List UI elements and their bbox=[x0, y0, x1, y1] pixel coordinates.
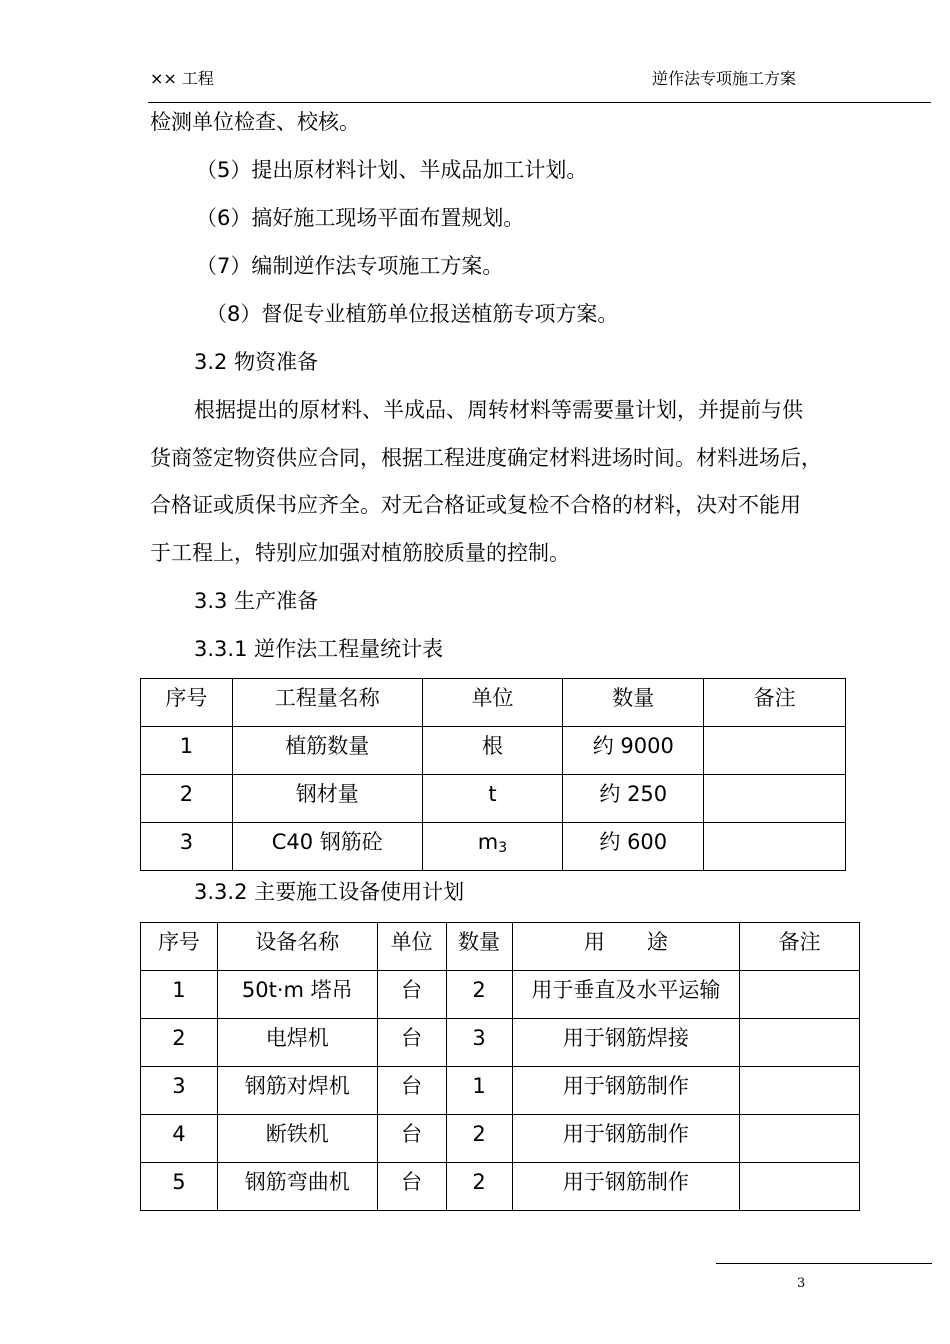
table-header-cell: 序号 bbox=[141, 923, 218, 971]
body-line: 检测单位检查、校核。 bbox=[150, 110, 360, 134]
table-header-cell: 序号 bbox=[141, 679, 233, 727]
table-cell: 电焊机 bbox=[217, 1019, 377, 1067]
section-heading-3-2: 3.2 物资准备 bbox=[194, 350, 319, 374]
table-cell: 50t·m 塔吊 bbox=[217, 971, 377, 1019]
table-cell bbox=[740, 1163, 860, 1211]
table-cell bbox=[740, 1067, 860, 1115]
table-cell: 用于钢筋制作 bbox=[512, 1067, 740, 1115]
paragraph-line: 合格证或质保书应齐全。对无合格证或复检不合格的材料，决对不能用 bbox=[150, 493, 801, 517]
table-cell: 植筋数量 bbox=[232, 727, 422, 775]
table-header-cell: 单位 bbox=[377, 923, 446, 971]
table-cell: 台 bbox=[377, 1019, 446, 1067]
table-cell: 1 bbox=[446, 1067, 512, 1115]
unit-text: $m_3$ bbox=[477, 830, 508, 856]
table-cell: t bbox=[422, 775, 563, 823]
table-header-cell: 备注 bbox=[704, 679, 846, 727]
table-cell bbox=[704, 775, 846, 823]
table-cell: 3 bbox=[141, 823, 233, 871]
table-cell unit-cubic-meter bbox=[422, 823, 563, 871]
table-header-cell: 数量 bbox=[563, 679, 704, 727]
table-cell: 约 9000 bbox=[563, 727, 704, 775]
table-cell: 5 bbox=[141, 1163, 218, 1211]
table-row bbox=[141, 727, 846, 775]
paragraph-line: 根据提出的原材料、半成品、周转材料等需要量计划，并提前与供 bbox=[194, 398, 803, 422]
table-cell: 用于钢筋制作 bbox=[512, 1115, 740, 1163]
table-cell: 1 bbox=[141, 971, 218, 1019]
list-item-7: （7）编制逆作法专项施工方案。 bbox=[196, 254, 504, 278]
table-cell: 钢筋弯曲机 bbox=[217, 1163, 377, 1211]
equipment-table bbox=[140, 922, 860, 1211]
table-cell: 台 bbox=[377, 1067, 446, 1115]
paragraph-line: 于工程上，特别应加强对植筋胶质量的控制。 bbox=[150, 541, 570, 565]
table-header-row bbox=[141, 923, 860, 971]
table-cell: 钢筋对焊机 bbox=[217, 1067, 377, 1115]
table-cell: C40 钢筋砼 bbox=[232, 823, 422, 871]
table-cell: 用于垂直及水平运输 bbox=[512, 971, 740, 1019]
unit-exponent: 3 bbox=[498, 840, 508, 856]
table-header-cell: 数量 bbox=[446, 923, 512, 971]
table-header-cell: 工程量名称 bbox=[232, 679, 422, 727]
header-project-name: ×× 工程 bbox=[150, 69, 214, 88]
quantity-table bbox=[140, 678, 846, 871]
table-cell: 2 bbox=[141, 775, 233, 823]
table-header-cell: 单位 bbox=[422, 679, 563, 727]
table-cell: 约 600 bbox=[563, 823, 704, 871]
table-cell: 台 bbox=[377, 1115, 446, 1163]
table-row bbox=[141, 823, 846, 871]
list-item-8: （8）督促专业植筋单位报送植筋专项方案。 bbox=[206, 302, 619, 326]
table-cell: 断铁机 bbox=[217, 1115, 377, 1163]
table-cell: 3 bbox=[446, 1019, 512, 1067]
header-document-title: 逆作法专项施工方案 bbox=[652, 69, 797, 88]
table-header-cell: 用 途 bbox=[512, 923, 740, 971]
table-row bbox=[141, 1019, 860, 1067]
table-cell: 2 bbox=[446, 1163, 512, 1211]
table-row bbox=[141, 1115, 860, 1163]
table-header-cell: 设备名称 bbox=[217, 923, 377, 971]
table1-title: 3.3.1 逆作法工程量统计表 bbox=[194, 637, 444, 661]
table-cell: 台 bbox=[377, 1163, 446, 1211]
table-cell bbox=[740, 971, 860, 1019]
table-cell bbox=[704, 727, 846, 775]
table-row bbox=[141, 971, 860, 1019]
table-cell: 2 bbox=[446, 1115, 512, 1163]
table-cell: 1 bbox=[141, 727, 233, 775]
table-row bbox=[141, 775, 846, 823]
page-number: 3 bbox=[797, 1276, 806, 1291]
section-heading-3-3: 3.3 生产准备 bbox=[194, 589, 319, 613]
table-cell bbox=[704, 823, 846, 871]
table-cell: 用于钢筋制作 bbox=[512, 1163, 740, 1211]
table-header-cell: 备注 bbox=[740, 923, 860, 971]
table-cell bbox=[740, 1019, 860, 1067]
header-rule bbox=[148, 102, 931, 103]
table-cell: 根 bbox=[422, 727, 563, 775]
footer-rule bbox=[716, 1263, 932, 1264]
table-cell: 用于钢筋焊接 bbox=[512, 1019, 740, 1067]
table-cell: 约 250 bbox=[563, 775, 704, 823]
table-cell: 台 bbox=[377, 971, 446, 1019]
table-cell: 钢材量 bbox=[232, 775, 422, 823]
paragraph-line: 货商签定物资供应合同，根据工程进度确定材料进场时间。材料进场后， bbox=[150, 446, 822, 470]
table-cell: 2 bbox=[141, 1019, 218, 1067]
table-header-row bbox=[141, 679, 846, 727]
table-cell: 3 bbox=[141, 1067, 218, 1115]
list-item-6: （6）搞好施工现场平面布置规划。 bbox=[196, 206, 525, 230]
table-row bbox=[141, 1163, 860, 1211]
table-cell bbox=[740, 1115, 860, 1163]
list-item-5: （5）提出原材料计划、半成品加工计划。 bbox=[196, 158, 588, 182]
table-row bbox=[141, 1067, 860, 1115]
table-cell: 2 bbox=[446, 971, 512, 1019]
table-cell: 4 bbox=[141, 1115, 218, 1163]
table2-title: 3.3.2 主要施工设备使用计划 bbox=[194, 880, 465, 904]
